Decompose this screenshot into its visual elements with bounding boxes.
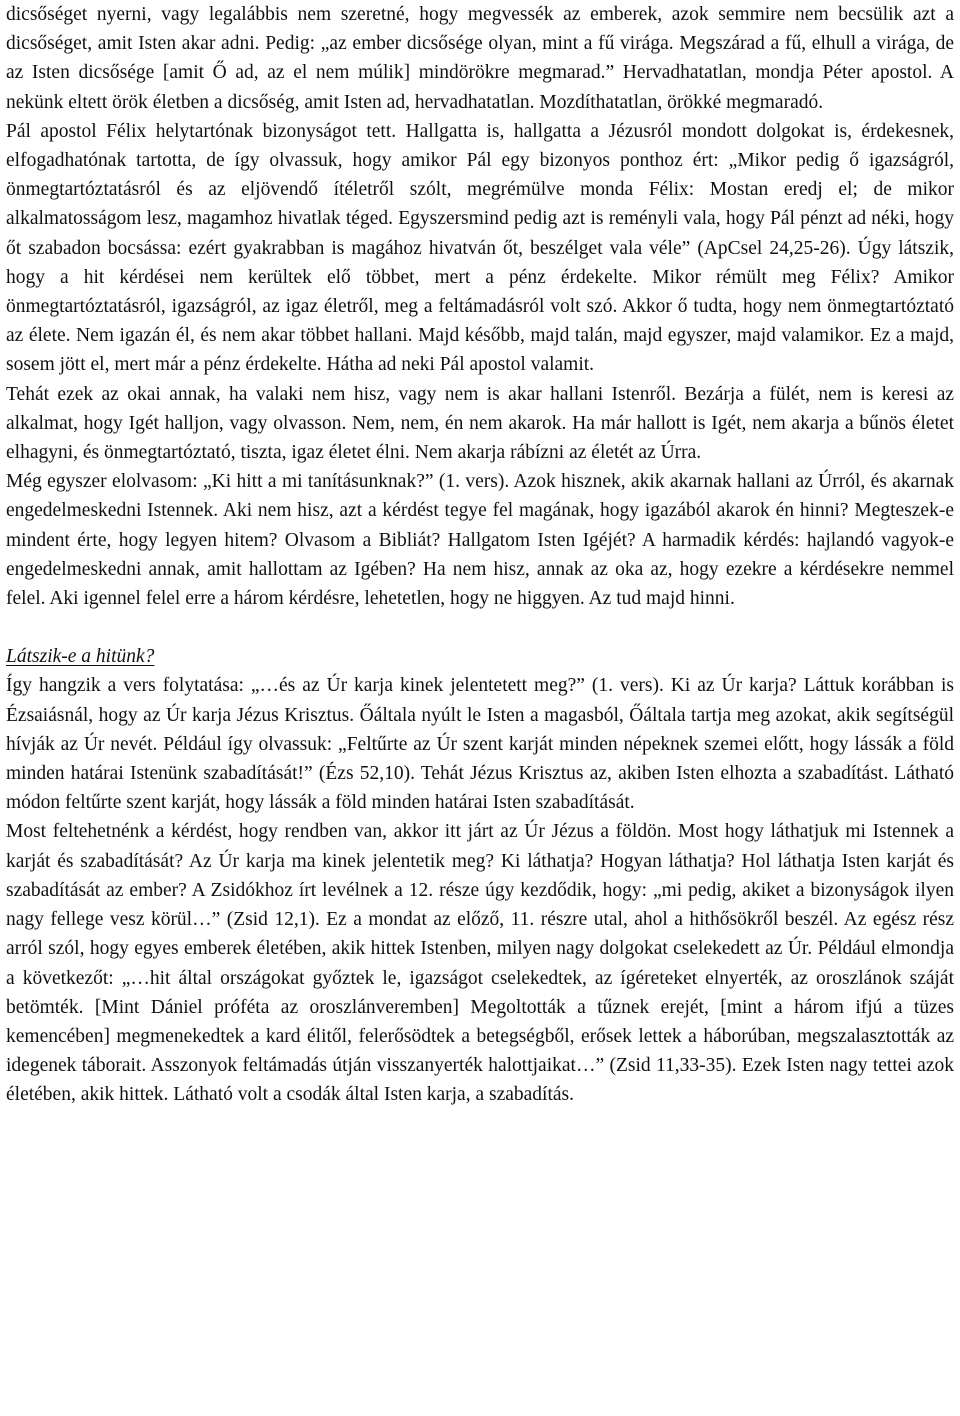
paragraph-reasons: Tehát ezek az okai annak, ha valaki nem hisz, vagy nem is akar hallani Istenről. Bezárja a fülét, nem is keresi az alkalmat, hogy Igét halljon, vagy olvasson. Nem, nem, én nem akarok. Ha már hallott is Igét, nem akarja a bűnös életet elhagyni, és önmegtartóztató, tiszta, igaz életet élni. Nem akarja rábízni az életét az Úrra. xyxy=(6,383,954,464)
paragraph-heroes-of-faith: Most feltehetnénk a kérdést, hogy rendben van, akkor itt járt az Úr Jézus a földön. Most hogy láthatjuk mi Istennek a karját és szabadítását? Az Úr karja ma kinek jelentetik meg? Ki láthatja? Hogyan láthatja? Hol láthatja Isten karját és szabadítását az ember? A Zsidókhoz írt levélnek a 12. része úgy kezdődik, hogy: „mi pedig, akiket a bizonyságok ilyen nagy fellege vesz körül…” (Zsid 12,1). Ez a mondat az előző, 11. részre utal, ahol a hithősökről beszél. Az egész rész arról szól, hogy egyes emberek életében, akik hittek Istenben, milyen nagy dolgokat cselekedett az Úr. Például elmondja a következőt: „…hit által országokat győztek le, igazságot cselekedtek, az ígéreteket elnyerték, az oroszlánok száját betömték. [Mint Dániel próféta az oroszlánveremben] Megoltották a tűznek erejét, [mint a három ifjú a tüzes kemencében] megmenekedtek a kard élitől, felerősödtek a betegségből, erősek lettek a háborúban, megszalasztották az idegenek táborait. Asszonyok feltámadás útján visszanyerték halottjaikat…” (Zsid 11,33-35). Ezek Isten nagy tettei azok életében, akik hittek. Látható volt a csodák által Isten karja, a szabadítás. xyxy=(6,821,954,1106)
paragraph-glory: dicsőséget nyerni, vagy legalábbis nem szeretné, hogy megvessék az emberek, azok semmire nem becsülik azt a dicsőséget, amit Isten akar adni. Pedig: „az ember dicsősége olyan, mint a fű virága. Megszárad a fű, elhull a virága, de az Isten dicsősége [amit Ő ad, az el nem múlik] mindörökre megmarad.” Hervadhatatlan, mondja Péter apostol. A nekünk eltett örök életben a dicsőség, amit Isten ad, hervadhatatlan. Mozdíthatatlan, örökké megmaradó. xyxy=(6,4,954,113)
paragraph-felix: Pál apostol Félix helytartónak bizonyságot tett. Hallgatta is, hallgatta a Jézusról mondott dolgokat is, érdekesnek, elfogadhatónak tartotta, de így olvassuk, hogy amikor Pál egy bizonyos ponthoz ért: „Mikor pedig ő igazságról, önmegtartóztatásról és az eljövendő ítéletről szólt, megrémülve monda Félix: Mostan eredj el; de mikor alkalmatosságom lesz, magamhoz hivatlak téged. Egyszersmind pedig azt is reményli vala, hogy Pál pénzt ad néki, hogy őt szabadon bocsássa: ezért gyakrabban is magához hivatván őt, beszélget vala véle” (ApCsel 24,25-26). Úgy látszik, hogy a hit kérdései nem kerültek elő többet, mert a pénz érdekelte. Mikor rémült meg Félix? Amikor önmegtartóztatásról, igazságról, az igaz életről, meg a feltámadásról volt szó. Akkor ő tudta, hogy nem önmegtartóztató az élete. Nem igazán él, és nem akar többet hallani. Majd később, majd talán, majd egyszer, majd valamikor. Ez a majd, sosem jött el, mert már a pénz érdekelte. Hátha ad neki Pál apostol valamit. xyxy=(6,120,954,376)
section-spacer xyxy=(6,613,954,642)
section-heading: Látszik-e a hitünk? xyxy=(6,646,155,668)
paragraph-who-believed: Még egyszer elolvasom: „Ki hitt a mi tanításunknak?” (1. vers). Azok hisznek, akik akarnak hallani az Úrról, és akarnak engedelmeskedni Istennek. Aki nem hisz, azt a kérdést tegye fel magának, hogy igazából akarok én hinni? Megteszek-e mindent érte, hogy legyen hitem? Olvasom a Bibliát? Hallgatom Isten Igéjét? A harmadik kérdés: hajlandó vagyok-e engedelmeskedni annak, amit hallottam az Igében? Ha nem hisz, annak az oka az, hogy ezekre a kérdésekre nemmel felel. Aki igennel felel erre a három kérdésre, lehetetlen, hogy ne higgyen. Az tud majd hinni. xyxy=(6,471,954,610)
paragraph-arm-of-lord: Így hangzik a vers folytatása: „…és az Úr karja kinek jelentetett meg?” (1. vers). Ki az Úr karja? Láttuk korábban is Ézsaiásnál, hogy az Úr karja Jézus Krisztus. Őáltala nyúlt le Isten a magasból, Őáltala tartja meg azokat, akik segítségül hívják az Úr nevét. Például így olvassuk: „Feltűrte az Úr szent karját minden népeknek szemei előtt, hogy lássák a föld minden határai Istenünk szabadítását!” (Ézs 52,10). Tehát Jézus Krisztus az, akiben Isten elhozta a szabadítást. Látható módon feltűrte szent karját, hogy lássák a föld minden határai Isten szabadítását. xyxy=(6,675,954,814)
document-page xyxy=(6,0,954,1110)
